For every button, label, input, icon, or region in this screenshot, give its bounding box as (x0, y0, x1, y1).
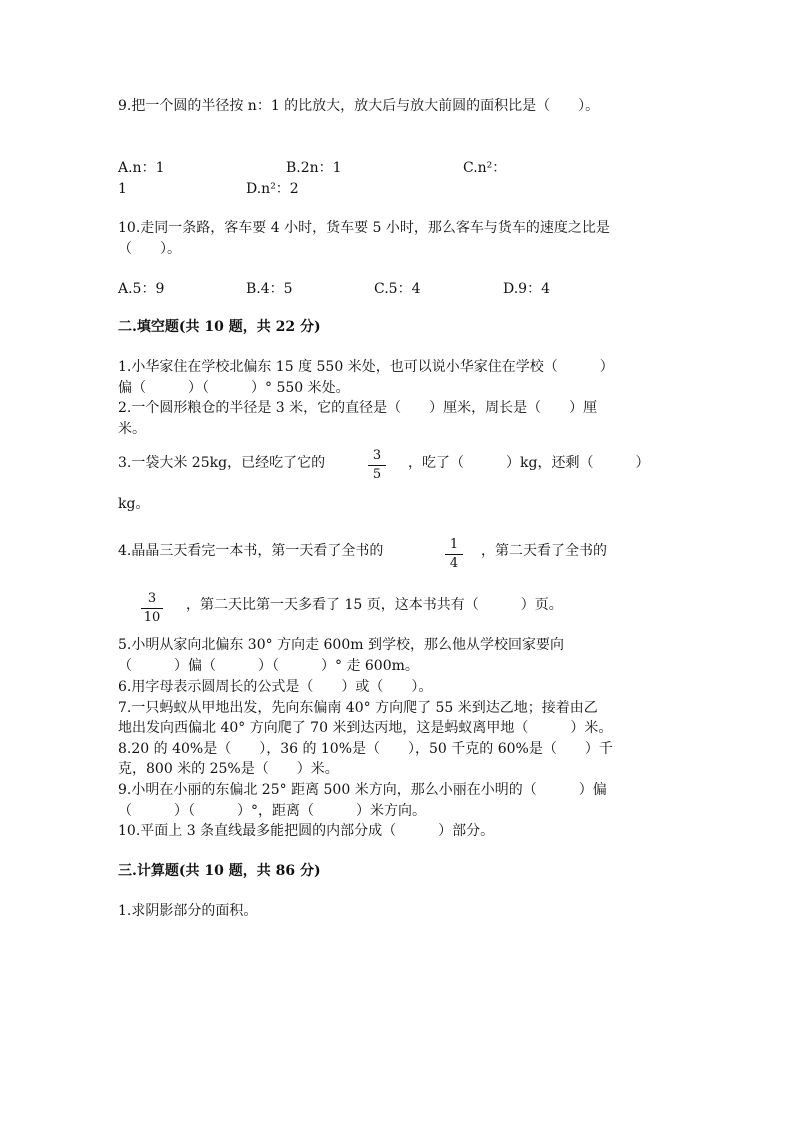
s2-q3-text-a: 3.一袋大米 25kg，已经吃了它的 (118, 455, 326, 471)
s2-q4-fraction-2-denominator: 10 (143, 610, 161, 625)
q9-option-a: A.n：1 (118, 160, 165, 176)
s2-q1-line2: 偏（ ）（ ）° 550 米处。 (118, 380, 350, 396)
s2-q4-fraction-2-bar (141, 608, 163, 609)
s2-q7-line1: 7.一只蚂蚁从甲地出发，先向东偏南 40° 方向爬了 55 米到达乙地；接着由乙 (118, 700, 598, 716)
q10-stem-continued: （ ）。 (118, 241, 181, 257)
s2-q3-fraction-bar (368, 465, 386, 466)
s2-q10: 10.平面上 3 条直线最多能把圆的内部分成（ ）部分。 (118, 823, 495, 839)
q10-stem: 10.走同一条路，客车要 4 小时，货车要 5 小时，那么客车与货车的速度之比是 (118, 220, 610, 236)
s2-q2-line2: 米。 (118, 421, 146, 437)
q10-option-a: A.5：9 (118, 281, 165, 297)
s2-q5-line2: （ ）偏（ ）（ ）° 走 600m。 (118, 658, 419, 674)
s2-q4-text-b: ，第二天看了全书的 (481, 543, 607, 559)
s2-q5-line1: 5.小明从家向北偏东 30° 方向走 600m 到学校，那么他从学校回家要向 (118, 637, 564, 653)
s2-q6: 6.用字母表示圆周长的公式是（ ）或（ ）。 (118, 679, 433, 695)
q10-option-c: C.5：4 (374, 281, 421, 297)
q9-stem: 9.把一个圆的半径按 n：1 的比放大，放大后与放大前圆的面积比是（ ）。 (118, 98, 600, 114)
q9-option-d: D.n²：2 (246, 181, 299, 197)
q10-option-d: D.9：4 (503, 281, 550, 297)
s2-q4-fraction-2-numerator: 3 (147, 591, 157, 606)
s2-q4-fraction-1-bar (445, 554, 463, 555)
q9-option-b: B.2n：1 (286, 160, 342, 176)
s2-q3-text-b: ，吃了（ ）kg，还剩（ ） (408, 455, 650, 471)
q9-option-c: C.n²： (463, 160, 507, 176)
s2-q3-text-c: kg。 (118, 496, 150, 512)
s2-q4-text-c: ，第二天比第一天多看了 15 页，这本书共有（ ）页。 (186, 597, 563, 613)
s2-q4-fraction-2 (141, 591, 163, 626)
s2-q4-fraction-1-denominator: 4 (449, 556, 459, 571)
s2-q3-fraction-denominator: 5 (372, 467, 382, 482)
s2-q9-line1: 9.小明在小丽的东偏北 25° 距离 500 米方向，那么小丽在小明的（ ）偏 (118, 782, 607, 798)
s2-q4-fraction-1-numerator: 1 (449, 537, 459, 552)
s3-q1: 1.求阴影部分的面积。 (118, 903, 258, 919)
s2-q2-line1: 2.一个圆形粮仓的半径是 3 米，它的直径是（ ）厘米，周长是（ ）厘 (118, 400, 598, 416)
section3-heading: 三.计算题(共 10 题，共 86 分) (118, 863, 321, 879)
s2-q4-fraction-1 (445, 537, 463, 572)
s2-q4-text-a: 4.晶晶三天看完一本书，第一天看了全书的 (118, 543, 384, 559)
q9-option-c-continued: 1 (118, 181, 127, 197)
q10-option-b: B.4：5 (246, 281, 293, 297)
s2-q1-line1: 1.小华家住在学校北偏东 15 度 550 米处，也可以说小华家住在学校（ ） (118, 359, 614, 375)
s2-q9-line2: （ ）（ ）°，距离（ ）米方向。 (118, 803, 426, 819)
s2-q8-line1: 8.20 的 40%是（ ），36 的 10%是（ ），50 千克的 60%是（ ）千 (118, 741, 613, 757)
s2-q3-fraction (368, 448, 386, 483)
s2-q8-line2: 克，800 米的 25%是（ ）米。 (118, 761, 339, 777)
s2-q3-fraction-numerator: 3 (372, 448, 382, 463)
section2-heading: 二.填空题(共 10 题，共 22 分) (118, 319, 321, 335)
s2-q7-line2: 地出发向西偏北 40° 方向爬了 70 米到达丙地，这是蚂蚁离甲地（ ）米。 (118, 720, 613, 736)
